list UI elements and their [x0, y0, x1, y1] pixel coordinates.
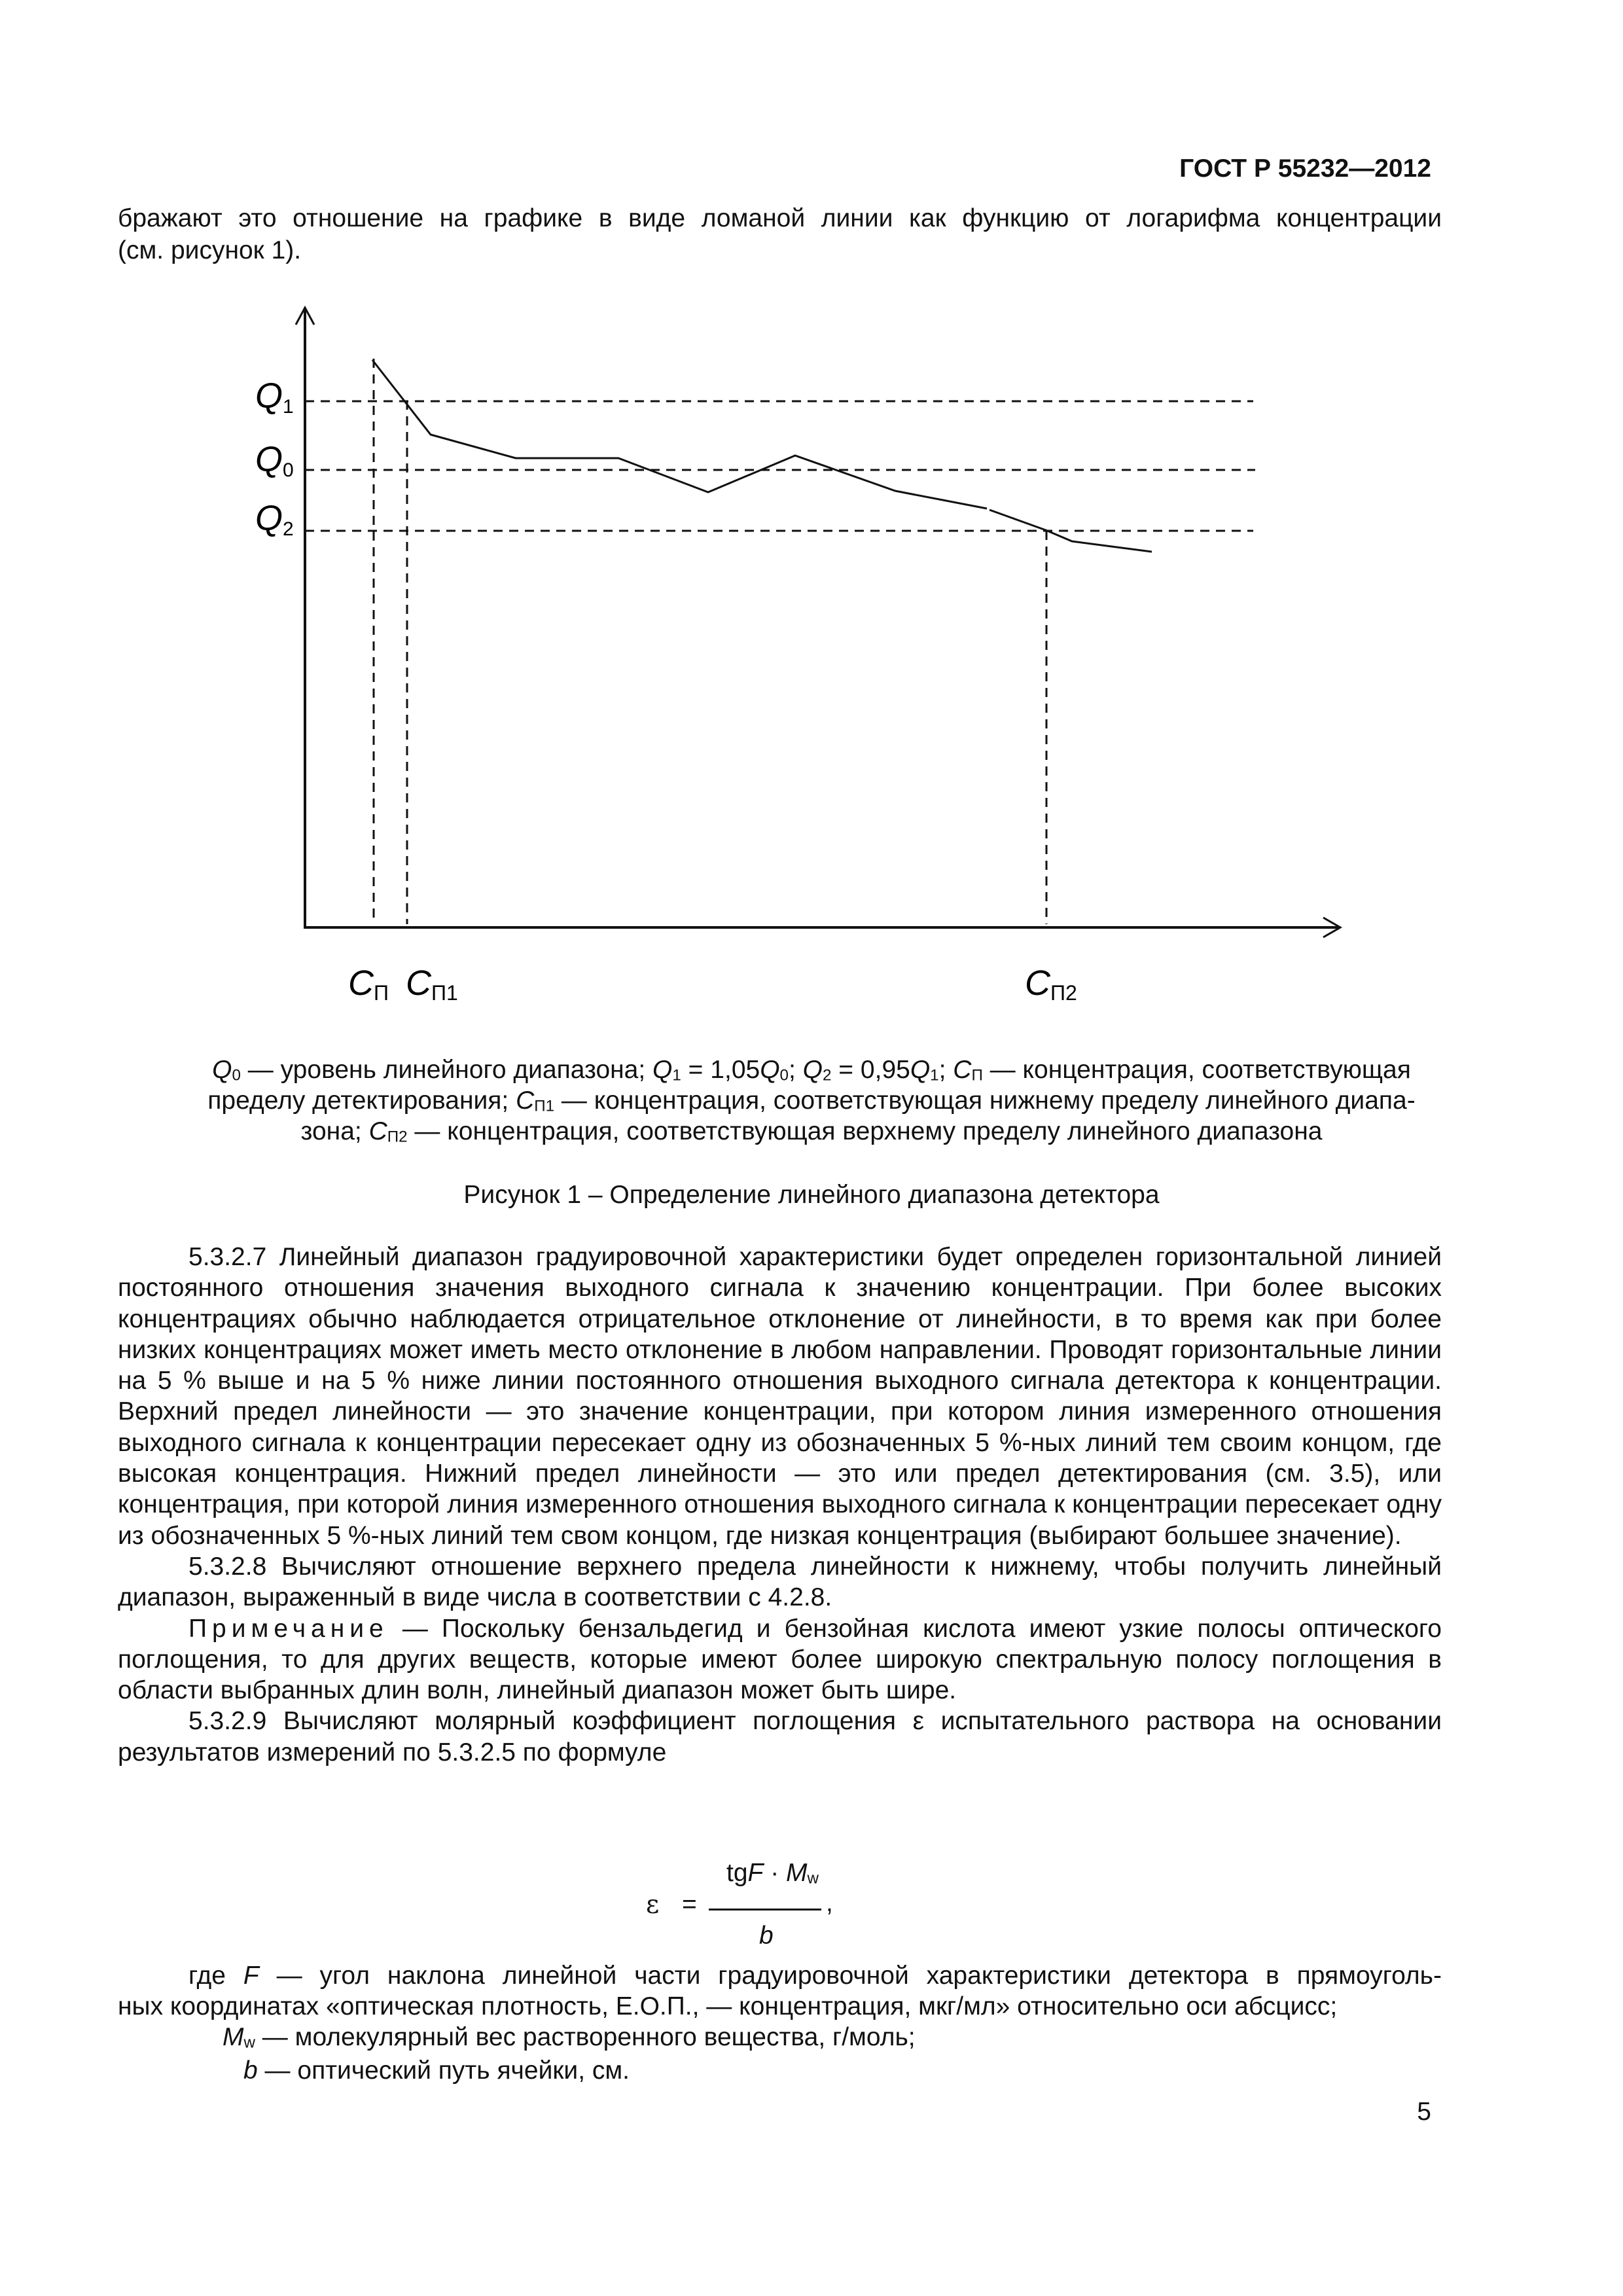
- x-label-cp2: CП2: [1025, 963, 1077, 1005]
- intro-line-1: бражают это отношение на графике в виде ломаной линии как функцию от логарифма концентрации: [118, 204, 1442, 232]
- formula-numerator: tgF · Mw: [726, 1859, 819, 1888]
- formula-lhs: ε: [646, 1890, 660, 1920]
- paragraph-5-3-2-9: 5.3.2.9 Вычисляют молярный коэффициент поглощения ε испытательного раствора на основании результатов измерений по 5.3.2.5 по формуле: [118, 1707, 1442, 1767]
- where-line-2: ных координатах «оптическая плотность, Е.О.П., — концентрация, мкг/мл» относительно оси абсцисс;: [118, 1992, 1338, 2020]
- fraction-bar: [709, 1909, 821, 1910]
- paragraph-5-3-2-8: 5.3.2.8 Вычисляют отношение верхнего предела линейности к нижнему, чтобы получить линейный диапазон, выраженный в виде числа в соответствии с 4.2.8.: [118, 1552, 1442, 1612]
- legend-line-2: пределу детектирования; CП1 — концентрация, соответствующая нижнему пределу линейного диапа-: [207, 1086, 1416, 1115]
- formula-denominator: b: [759, 1922, 774, 1950]
- intro-line-2: (см. рисунок 1).: [118, 236, 302, 264]
- y-label-q2: Q2: [255, 499, 294, 540]
- legend-line-3: зона; CП2 — концентрация, соответствующая верхнему пределу линейного диапазона: [300, 1117, 1323, 1146]
- note-paragraph: [118, 1613, 1442, 1706]
- y-label-q0: Q0: [255, 440, 294, 481]
- legend-line-1: Q0 — уровень линейного диапазона; Q1 = 1,05Q0; Q2 = 0,95Q1; CП — концентрация, соответствующая: [212, 1056, 1411, 1085]
- formula-comma: ,: [826, 1889, 833, 1917]
- x-label-cp: CП: [348, 963, 389, 1005]
- document-header: ГОСТ Р 55232—2012: [1179, 154, 1431, 183]
- where-line-1: где F — угол наклона линейной части градуировочной характеристики детектора в прямоуголь-: [188, 1962, 1442, 1990]
- x-label-cp1: CП1: [406, 963, 458, 1005]
- formula-epsilon: [0, 1833, 1623, 1977]
- where-line-3: Mw — молекулярный вес растворенного вещества, г/моль;: [223, 2023, 916, 2052]
- figure-1-diagram: [0, 0, 1623, 1021]
- measured-ratio-line: [372, 360, 987, 509]
- note-label: Примечание: [188, 1614, 389, 1643]
- paragraph-5-3-2-7: 5.3.2.7 Линейный диапазон градуировочной характеристики будет определен горизонтальной линией постоянного отношения значения выходного сигнала к значению концентрации. При более высоких концентрациях обычно наблюдается отрицательное отклонение от линейности, в то время как при более низких концентрациях может иметь место отклонение в любом направлении. Проводят горизонтальные линии на 5 % выше и на 5 % ниже линии постоянного отношения выходного сигнала детектора к концентрации. Верхний предел линейности — это значение концентрации, при котором линия измеренного отношения выходного сигнала к концентрации пересекает одну из обозначенных 5 %-ных линий тем своим концом, где высокая концентрация. Нижний предел линейности — это или предел детектирования (см. 3.5), или концентрация, при которой линия измеренного отношения выходного сигнала к концентрации пересекает одну из обозначенных 5 %-ных линий тем свом концом, где низкая концентрация (выбирают большее значение).: [118, 1243, 1442, 1550]
- y-label-q1: Q1: [255, 376, 294, 418]
- where-line-4: b — оптический путь ячейки, см.: [243, 2056, 630, 2085]
- formula-equals: =: [682, 1890, 697, 1918]
- body-text: [118, 1242, 1442, 1768]
- page-number: 5: [1417, 2098, 1431, 2126]
- figure-caption: Рисунок 1 – Определение линейного диапазона детектора: [463, 1181, 1160, 1209]
- note-text: — Поскольку бензальдегид и бензойная кислота имеют узкие полосы оптического поглощения, то для других веществ, которые имеют более широкую спектральную полосу поглощения в области выбранных длин волн, линейный диапазон может быть шире.: [118, 1614, 1442, 1705]
